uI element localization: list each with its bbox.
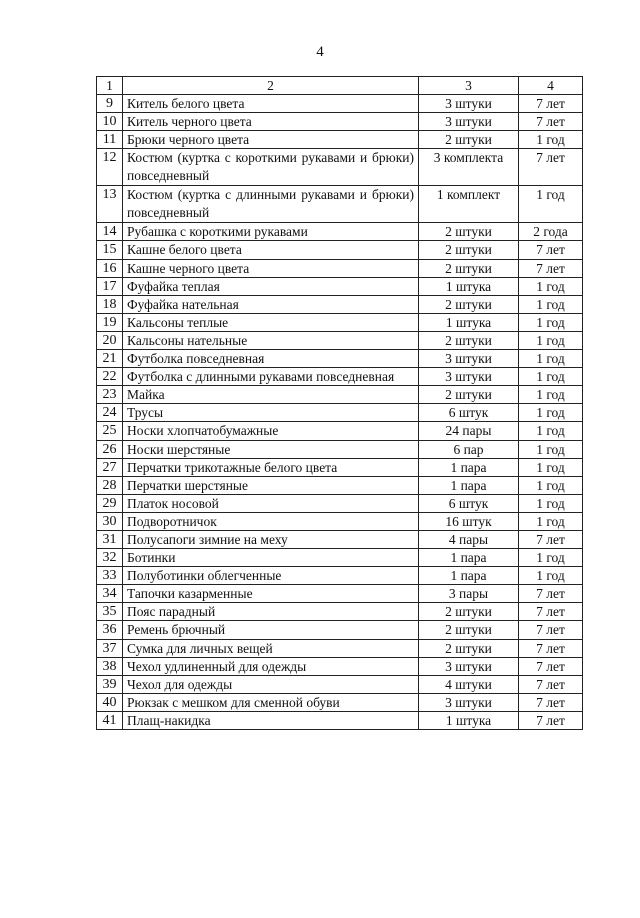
- table-row: [97, 476, 583, 494]
- table-row: [97, 567, 583, 585]
- item-quantity: 2 штуки: [419, 603, 519, 621]
- item-term: 7 лет: [519, 585, 583, 603]
- item-term: 1 год: [519, 404, 583, 422]
- item-term: 1 год: [519, 386, 583, 404]
- row-number: 40: [97, 693, 123, 711]
- item-term: 1 год: [519, 567, 583, 585]
- item-quantity: 24 пары: [419, 422, 519, 440]
- row-number: 28: [97, 476, 123, 494]
- item-quantity: 2 штуки: [419, 295, 519, 313]
- row-number: 32: [97, 549, 123, 567]
- item-quantity: 1 пара: [419, 549, 519, 567]
- row-number: 16: [97, 259, 123, 277]
- item-term: 1 год: [519, 494, 583, 512]
- item-name: Фуфайка теплая: [123, 277, 419, 295]
- table-row: [97, 404, 583, 422]
- table-row: [97, 639, 583, 657]
- row-number: 14: [97, 223, 123, 241]
- row-number: 30: [97, 512, 123, 530]
- table-row: [97, 95, 583, 113]
- item-quantity: 4 штуки: [419, 675, 519, 693]
- table-row: [97, 693, 583, 711]
- table-row: [97, 422, 583, 440]
- item-name: Китель черного цвета: [123, 113, 419, 131]
- item-name: Платок носовой: [123, 494, 419, 512]
- item-quantity: 1 штука: [419, 277, 519, 295]
- item-quantity: 3 штуки: [419, 657, 519, 675]
- row-number: 41: [97, 711, 123, 729]
- item-name: Кашне черного цвета: [123, 259, 419, 277]
- item-term: 7 лет: [519, 657, 583, 675]
- item-name: Кальсоны теплые: [123, 313, 419, 331]
- table-row: [97, 494, 583, 512]
- row-number: 19: [97, 313, 123, 331]
- item-quantity: 1 штука: [419, 711, 519, 729]
- item-name: Трусы: [123, 404, 419, 422]
- item-quantity: 2 штуки: [419, 621, 519, 639]
- item-quantity: 3 штуки: [419, 113, 519, 131]
- item-quantity: 1 штука: [419, 313, 519, 331]
- row-number: 24: [97, 404, 123, 422]
- item-quantity: 2 штуки: [419, 131, 519, 149]
- item-term: 7 лет: [519, 259, 583, 277]
- item-name: Носки хлопчатобумажные: [123, 422, 419, 440]
- item-quantity: 1 пара: [419, 567, 519, 585]
- row-number: 21: [97, 350, 123, 368]
- row-number: 26: [97, 440, 123, 458]
- item-quantity: 3 штуки: [419, 368, 519, 386]
- table-row: [97, 458, 583, 476]
- table-row: [97, 241, 583, 259]
- row-number: 29: [97, 494, 123, 512]
- column-header-4: 4: [519, 77, 583, 95]
- column-header-3: 3: [419, 77, 519, 95]
- item-name: Майка: [123, 386, 419, 404]
- item-quantity: 2 штуки: [419, 223, 519, 241]
- item-name: Полусапоги зимние на меху: [123, 530, 419, 548]
- item-quantity: 3 пары: [419, 585, 519, 603]
- row-number: 13: [97, 186, 123, 223]
- item-name: Чехол для одежды: [123, 675, 419, 693]
- item-name: Чехол удлиненный для одежды: [123, 657, 419, 675]
- item-term: 1 год: [519, 350, 583, 368]
- row-number: 35: [97, 603, 123, 621]
- table-row: [97, 131, 583, 149]
- item-term: 2 года: [519, 223, 583, 241]
- table-row: [97, 259, 583, 277]
- item-name: Китель белого цвета: [123, 95, 419, 113]
- item-quantity: 2 штуки: [419, 386, 519, 404]
- item-term: 1 год: [519, 295, 583, 313]
- item-name: Носки шерстяные: [123, 440, 419, 458]
- item-term: 7 лет: [519, 95, 583, 113]
- item-quantity: 3 комплекта: [419, 149, 519, 186]
- item-quantity: 3 штуки: [419, 350, 519, 368]
- item-quantity: 1 комплект: [419, 186, 519, 223]
- table-header-row: [97, 77, 583, 95]
- table-row: [97, 149, 583, 186]
- item-name: Пояс парадный: [123, 603, 419, 621]
- table-row: [97, 530, 583, 548]
- row-number: 15: [97, 241, 123, 259]
- table-row: [97, 313, 583, 331]
- row-number: 31: [97, 530, 123, 548]
- item-term: 1 год: [519, 277, 583, 295]
- table-row: [97, 711, 583, 729]
- item-term: 7 лет: [519, 675, 583, 693]
- row-number: 37: [97, 639, 123, 657]
- item-quantity: 6 пар: [419, 440, 519, 458]
- item-term: 1 год: [519, 476, 583, 494]
- item-name: Перчатки шерстяные: [123, 476, 419, 494]
- row-number: 18: [97, 295, 123, 313]
- supply-norms-table: [96, 76, 583, 730]
- table-row: [97, 585, 583, 603]
- column-header-2: 2: [123, 77, 419, 95]
- item-name: Сумка для личных вещей: [123, 639, 419, 657]
- item-quantity: 6 штук: [419, 404, 519, 422]
- item-term: 1 год: [519, 131, 583, 149]
- row-number: 33: [97, 567, 123, 585]
- item-term: 7 лет: [519, 149, 583, 186]
- item-quantity: 3 штуки: [419, 95, 519, 113]
- item-term: 1 год: [519, 458, 583, 476]
- item-name: Ремень брючный: [123, 621, 419, 639]
- row-number: 11: [97, 131, 123, 149]
- item-term: 7 лет: [519, 113, 583, 131]
- item-term: 1 год: [519, 549, 583, 567]
- item-term: 7 лет: [519, 621, 583, 639]
- item-name: Тапочки казарменные: [123, 585, 419, 603]
- table-row: [97, 295, 583, 313]
- item-name: Футболка с длинными рукавами повседневная: [123, 368, 419, 386]
- item-quantity: 3 штуки: [419, 693, 519, 711]
- table-row: [97, 223, 583, 241]
- row-number: 10: [97, 113, 123, 131]
- item-name: Перчатки трикотажные белого цвета: [123, 458, 419, 476]
- item-term: 7 лет: [519, 693, 583, 711]
- table-row: [97, 675, 583, 693]
- item-quantity: 1 пара: [419, 458, 519, 476]
- row-number: 9: [97, 95, 123, 113]
- table-row: [97, 549, 583, 567]
- item-term: 1 год: [519, 313, 583, 331]
- row-number: 20: [97, 331, 123, 349]
- item-term: 1 год: [519, 368, 583, 386]
- item-term: 7 лет: [519, 639, 583, 657]
- row-number: 12: [97, 149, 123, 186]
- item-term: 7 лет: [519, 603, 583, 621]
- item-quantity: 2 штуки: [419, 331, 519, 349]
- table-row: [97, 350, 583, 368]
- item-quantity: 16 штук: [419, 512, 519, 530]
- item-term: 7 лет: [519, 241, 583, 259]
- row-number: 38: [97, 657, 123, 675]
- item-quantity: 1 пара: [419, 476, 519, 494]
- item-term: 1 год: [519, 512, 583, 530]
- item-quantity: 2 штуки: [419, 259, 519, 277]
- row-number: 27: [97, 458, 123, 476]
- item-name: Полуботинки облегченные: [123, 567, 419, 585]
- row-number: 22: [97, 368, 123, 386]
- item-quantity: 2 штуки: [419, 241, 519, 259]
- table-row: [97, 386, 583, 404]
- page-number: 4: [316, 44, 324, 60]
- table-row: [97, 621, 583, 639]
- row-number: 23: [97, 386, 123, 404]
- item-name: Костюм (куртка с длинными рукавами и брюки) повседневный: [123, 186, 419, 223]
- item-quantity: 6 штук: [419, 494, 519, 512]
- item-quantity: 4 пары: [419, 530, 519, 548]
- item-term: 7 лет: [519, 530, 583, 548]
- item-name: Подворотничок: [123, 512, 419, 530]
- row-number: 25: [97, 422, 123, 440]
- table-row: [97, 603, 583, 621]
- item-name: Рубашка с короткими рукавами: [123, 223, 419, 241]
- table-row: [97, 440, 583, 458]
- item-name: Кашне белого цвета: [123, 241, 419, 259]
- item-quantity: 2 штуки: [419, 639, 519, 657]
- item-term: 1 год: [519, 440, 583, 458]
- item-name: Футболка повседневная: [123, 350, 419, 368]
- table-row: [97, 113, 583, 131]
- table-row: [97, 368, 583, 386]
- item-term: 1 год: [519, 186, 583, 223]
- table-row: [97, 657, 583, 675]
- item-name: Кальсоны нательные: [123, 331, 419, 349]
- item-term: 7 лет: [519, 711, 583, 729]
- table-row: [97, 512, 583, 530]
- item-name: Костюм (куртка с короткими рукавами и брюки) повседневный: [123, 149, 419, 186]
- column-header-1: 1: [97, 77, 123, 95]
- row-number: 17: [97, 277, 123, 295]
- item-term: 1 год: [519, 422, 583, 440]
- item-name: Фуфайка нательная: [123, 295, 419, 313]
- item-term: 1 год: [519, 331, 583, 349]
- table-body: [97, 77, 583, 730]
- row-number: 34: [97, 585, 123, 603]
- row-number: 36: [97, 621, 123, 639]
- table-row: [97, 186, 583, 223]
- row-number: 39: [97, 675, 123, 693]
- item-name: Рюкзак с мешком для сменной обуви: [123, 693, 419, 711]
- item-name: Плащ-накидка: [123, 711, 419, 729]
- table-row: [97, 277, 583, 295]
- table-row: [97, 331, 583, 349]
- item-name: Ботинки: [123, 549, 419, 567]
- item-name: Брюки черного цвета: [123, 131, 419, 149]
